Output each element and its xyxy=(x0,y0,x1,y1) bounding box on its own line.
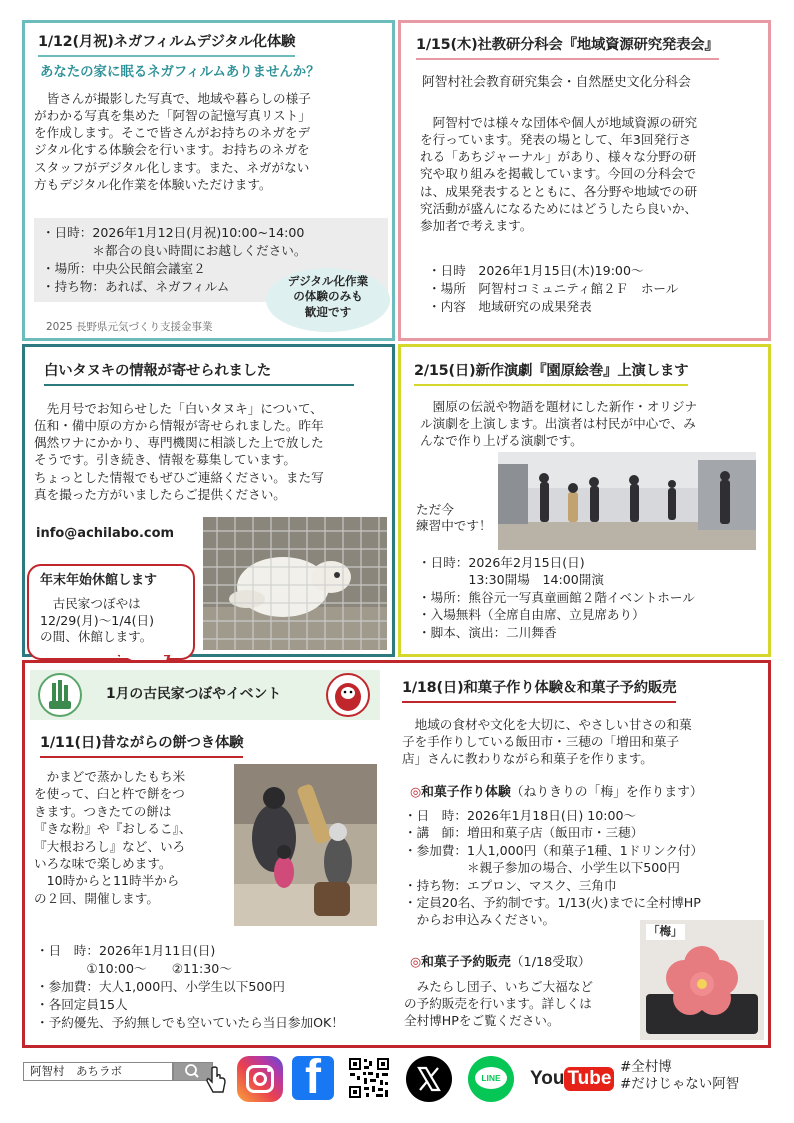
wagashi-details xyxy=(404,807,703,929)
detail-line: ・場所 阿智村コミュニティ館２Ｆ ホール xyxy=(428,280,679,296)
daruma-graphic xyxy=(328,675,368,715)
tanuki-title: 白いタヌキの情報が寄せられました xyxy=(44,362,354,386)
play-note: ただ今 練習中です！ xyxy=(416,502,492,534)
search-input[interactable]: 阿智村 あちラボ xyxy=(23,1062,173,1081)
mochi-photo xyxy=(234,764,377,926)
research-org: 阿智村社会教育研究集会・自然歴史文化分科会 xyxy=(422,75,691,90)
wagashi-sale-body: みたらし団子、いちご大福など の予約販売を行います。詳しくは 全村博HPをご覧ください。 xyxy=(404,979,593,1029)
detail-line: ・持ち物：エプロン、マスク、三角巾 xyxy=(404,877,617,893)
detail-line: ①10:00～ ②11:30～ xyxy=(36,960,232,976)
exp-sub-text: （ねりきりの「梅」を作ります） xyxy=(510,785,703,800)
hashtag: #全村博 xyxy=(620,1059,672,1075)
negafilm-body: 皆さんが撮影した写真で、地域や暮らしの様子 がわかる写真を集めた「阿智の記憶写真リスト」 を作成します。そこで皆さんがお持ちのネガをデ ジタル化する体験会を行います。お持ちのネガを スタッフがデジタル化します。また、ネガがない 方もデジタル化作業を体験いただけます。 xyxy=(34,91,311,192)
youtube-you-text: You xyxy=(530,1068,565,1089)
tanuki-email[interactable]: info@achilabo.com xyxy=(36,526,175,541)
rehearsal-photo-graphic xyxy=(498,452,756,550)
mochi-details xyxy=(36,942,344,1031)
detail-line: ・日時：2026年2月15日(日) xyxy=(418,555,585,570)
detail-line: ・定員20名、予約制です。1/13(火)までに全村博HP xyxy=(404,894,701,910)
negafilm-footnote: 2025 長野県元気づくり支援金事業 xyxy=(46,321,213,333)
sale-sub-text: （1/18受取） xyxy=(510,955,591,970)
play-details xyxy=(418,554,695,641)
exp-head-text: 和菓子作り体験 xyxy=(421,785,511,800)
detail-line: ・日時 2026年1月15日(木)19:00～ xyxy=(428,263,644,278)
research-body: 阿智村では様々な団体や個人が地域資源の研究 を行っています。発表の場として、年3回発行さ れる「あちジャーナル」があり、様々な分野の研 究や取り組みを掲載しています。今回の分科会で は、成果発表するとともに、各分野や地域での研 究活動が盛んになるためにはどうしたら良いか、 参加者で考えます。 xyxy=(420,115,698,233)
detail-line: ・日時：2026年1月12日(月祝)10:00~14:00 xyxy=(42,225,305,240)
negafilm-bubble: デジタル化作業 の体験のみも 歓迎です xyxy=(266,268,390,332)
play-body: 園原の伝説や物語を題材にした新作・オリジナ ル演劇を上演します。出演者は村民が中心で、み んなで作り上げる演劇です。 xyxy=(420,399,698,449)
youtube-icon[interactable] xyxy=(530,1066,614,1092)
detail-line: ・場所：熊谷元一写真童画館２階イベントホール xyxy=(418,589,695,605)
detail-line: ・参加費：1人1,000円（和菓子1種、1ドリンク付） xyxy=(404,842,704,858)
x-logo-graphic xyxy=(406,1056,452,1102)
closure-title: 年末年始休館します xyxy=(40,573,158,588)
youtube-tube-text: Tube xyxy=(564,1067,614,1091)
mochi-body: かまどで蒸かしたもち米 を使って、臼と杵で餅をつ きます。つきたての餅は 『きな粉』や『おしるこ』、 『大根おろし』など、いろ いろな味で楽しめます。 10時からと11時半から の２回、開催します。 xyxy=(34,769,192,906)
tanuki-photo-graphic xyxy=(203,517,387,650)
hand-cursor-icon xyxy=(205,1066,227,1096)
wagashi-sale-heading xyxy=(410,954,591,972)
detail-line: ・場所：中央公民館会議室２ xyxy=(42,260,206,276)
instagram-icon[interactable] xyxy=(237,1056,283,1102)
tanuki-body: 先月号でお知らせした「白いタヌキ」について、 伍和・備中原の方から情報が寄せられました。昨年 偶然ワナにかかり、専門機関に相談した上で放した そうです。引き続き、情報を募集しています。 ちょっとした情報でもぜひご連絡ください。また写 真を撮った方がいましたらご提供ください。 xyxy=(34,401,324,502)
kadomatsu-graphic xyxy=(40,675,80,715)
qr-code-icon[interactable] xyxy=(348,1057,390,1099)
research-details xyxy=(428,262,678,316)
x-twitter-icon[interactable] xyxy=(406,1056,452,1102)
hashtag: #だけじゃない阿智 xyxy=(620,1076,740,1092)
detail-line: ・日 時：2026年1月11日(日) xyxy=(36,943,216,958)
closure-body: 古民家つぼやは 12/29(月)～1/4(日) の間、休館します。 xyxy=(40,596,154,645)
detail-line: 13:30開場 14:00開演 xyxy=(418,572,604,588)
line-label: LINE xyxy=(481,1073,501,1083)
detail-line: ・参加費：大人1,000円、小学生以下500円 xyxy=(36,978,285,994)
negafilm-details xyxy=(42,224,306,296)
wagashi-title: 1/18(日)和菓子作り体験＆和菓子予約販売 xyxy=(402,679,676,703)
bullet-icon: ◎ xyxy=(410,955,422,970)
negafilm-title: 1/12(月祝)ネガフィルムデジタル化体験 xyxy=(38,33,295,57)
detail-line: ＊親子参加の場合、小学生以下500円 xyxy=(404,860,680,876)
detail-line: ＊都合の良い時間にお越しください。 xyxy=(42,242,307,258)
mochi-photo-graphic xyxy=(234,764,377,926)
ume-label: 「梅」 xyxy=(648,924,683,938)
line-icon[interactable] xyxy=(468,1056,514,1102)
events-banner-title: 1月の古民家つぼやイベント xyxy=(106,686,282,702)
daruma-icon xyxy=(326,673,370,717)
tanuki-photo xyxy=(203,517,387,650)
rehearsal-photo xyxy=(498,452,756,550)
detail-line: ・日 時：2026年1月18日(日) 10:00～ xyxy=(404,808,637,823)
detail-line: ・講 師：増田和菓子店（飯田市・三穂） xyxy=(404,825,644,841)
detail-line: からお申込みください。 xyxy=(404,912,556,928)
bullet-icon: ◎ xyxy=(410,785,422,800)
wagashi-exp-heading xyxy=(410,784,703,802)
detail-line: ・内容 地域研究の成果発表 xyxy=(428,298,592,314)
play-title: 2/15(日)新作演劇『園原絵巻』上演します xyxy=(414,362,688,386)
detail-line: ・予約優先、予約無しでも空いていたら当日参加OK！ xyxy=(36,1014,344,1030)
detail-line: ・脚本、演出：二川舞香 xyxy=(418,624,557,640)
negafilm-subtitle: あなたの家に眠るネガフィルムありませんか？ xyxy=(40,65,320,80)
sale-head-text: 和菓子予約販売 xyxy=(421,955,511,970)
facebook-icon[interactable]: f xyxy=(292,1056,334,1100)
detail-line: ・持ち物：あれば、ネガフィルム xyxy=(42,278,230,294)
mochi-title: 1/11(日)昔ながらの餅つき体験 xyxy=(40,734,243,758)
kadomatsu-icon xyxy=(38,673,82,717)
detail-line: ・各回定員15人 xyxy=(36,996,128,1012)
research-title: 1/15(木)社教研分科会『地域資源研究発表会』 xyxy=(416,36,719,60)
detail-line: ・入場無料（全席自由席、立見席あり） xyxy=(418,607,645,623)
wagashi-body: 地域の食材や文化を大切に、やさしい甘さの和菓 子を手作りしている飯田市・三穂の「増田和菓子 店」さんに教わりながら和菓子を作ります。 xyxy=(402,717,692,767)
